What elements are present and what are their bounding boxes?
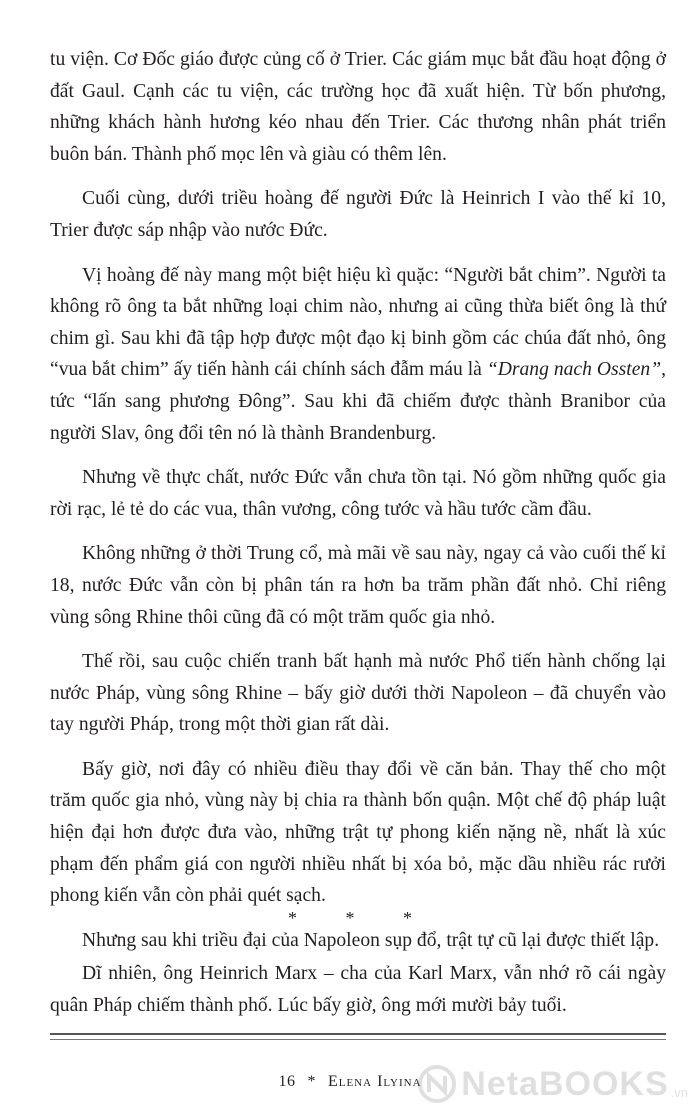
paragraph-7: Bấy giờ, nơi đây có nhiều điều thay đổi về căn bản. Thay thế cho một trăm quốc gia nhỏ, vùng này bị chia ra thành bốn quận. Một chế độ pháp luật hiện đại hơn được đưa vào, những trật tự phong kiến nặng nề, nhất là xúc phạm đến phẩm giá con người nhiều nhất bị xóa bỏ, mặc dầu nhiều rác rưởi phong kiến vẫn còn phải quét sạch.	[50, 758, 666, 907]
watermark-text: NetaBOOKS	[461, 1064, 669, 1103]
paragraph-5: Không những ở thời Trung cổ, mà mãi về sau này, ngay cả vào cuối thế kỉ 18, nước Đức vẫn còn bị phân tán ra hơn ba trăm phần đất nhỏ. Chỉ riêng vùng sông Rhine thôi cũng đã có một trăm quốc gia nhỏ.	[50, 543, 666, 628]
paragraph-9: Dĩ nhiên, ông Heinrich Marx – cha của Karl Marx, vẫn nhớ rõ cái ngày quân Pháp chiếm thành phố. Lúc bấy giờ, ông mới mười bảy tuổi.	[50, 963, 666, 1016]
footer-rule	[50, 1033, 666, 1035]
body-text	[50, 44, 666, 969]
page-number: 16	[278, 1073, 296, 1090]
section-break: * * *	[288, 908, 434, 928]
netabooks-logo-icon	[417, 1064, 457, 1104]
paragraph-6: Thế rồi, sau cuộc chiến tranh bất hạnh mà nước Phổ tiến hành chống lại nước Pháp, vùng sông Rhine – bấy giờ dưới thời Napoleon – đã chuyển vào tay người Pháp, trong một thời gian rất dài.	[50, 651, 666, 736]
paragraph-3-text-end: , tức “lấn sang phương Đông”. Sau khi đã chiếm được thành Branibor của người Slav, ông đổi tên nó là thành Brandenburg.	[50, 359, 666, 444]
paragraph-3-text: Vị hoàng đế này mang một biệt hiệu kì quặc: “Người bắt chim”. Người ta không rõ ông ta bắt những loại chim nào, nhưng ai cũng thừa biết ông là thứ chim gì. Sau khi đã tập hợp được một đạo kị binh gồm các chúa đất nhỏ, ông “vua bắt chim” ấy tiến hành cái chính sách đẫm máu là	[50, 264, 666, 381]
footer-separator: *	[307, 1073, 316, 1090]
paragraph-3	[50, 260, 666, 450]
paragraph-8: Nhưng sau khi triều đại của Napoleon sụp đổ, trật tự cũ lại được thiết lập.	[82, 929, 660, 951]
netabooks-watermark	[417, 1062, 688, 1106]
paragraph-2: Cuối cùng, dưới triều hoàng đế người Đức là Heinrich I vào thế kỉ 10, Trier được sáp nhập vào nước Đức.	[50, 188, 666, 241]
paragraph-1: tu viện. Cơ Đốc giáo được củng cố ở Trier. Các giám mục bắt đầu hoạt động ở đất Gaul. Cạnh các tu viện, các trường học đã xuất hiện. Từ bốn phương, những khách hành hương kéo nhau đến Trier. Các thương nhân phát triển buôn bán. Thành phố mọc lên và giàu có thêm lên.	[50, 49, 666, 165]
paragraph-3-italic-phrase: “Drang nach Ossten”	[486, 359, 662, 381]
author-name: Elena Ilyina	[327, 1073, 422, 1090]
watermark-suffix: .vn	[670, 1085, 688, 1100]
body-text-after-break	[50, 958, 666, 1034]
footer-rule-thin	[50, 1039, 666, 1040]
paragraph-4: Nhưng về thực chất, nước Đức vẫn chưa tồn tại. Nó gồm những quốc gia rời rạc, lẻ tẻ do các vua, thân vương, công tước và hầu tước cầm đầu.	[50, 467, 666, 520]
